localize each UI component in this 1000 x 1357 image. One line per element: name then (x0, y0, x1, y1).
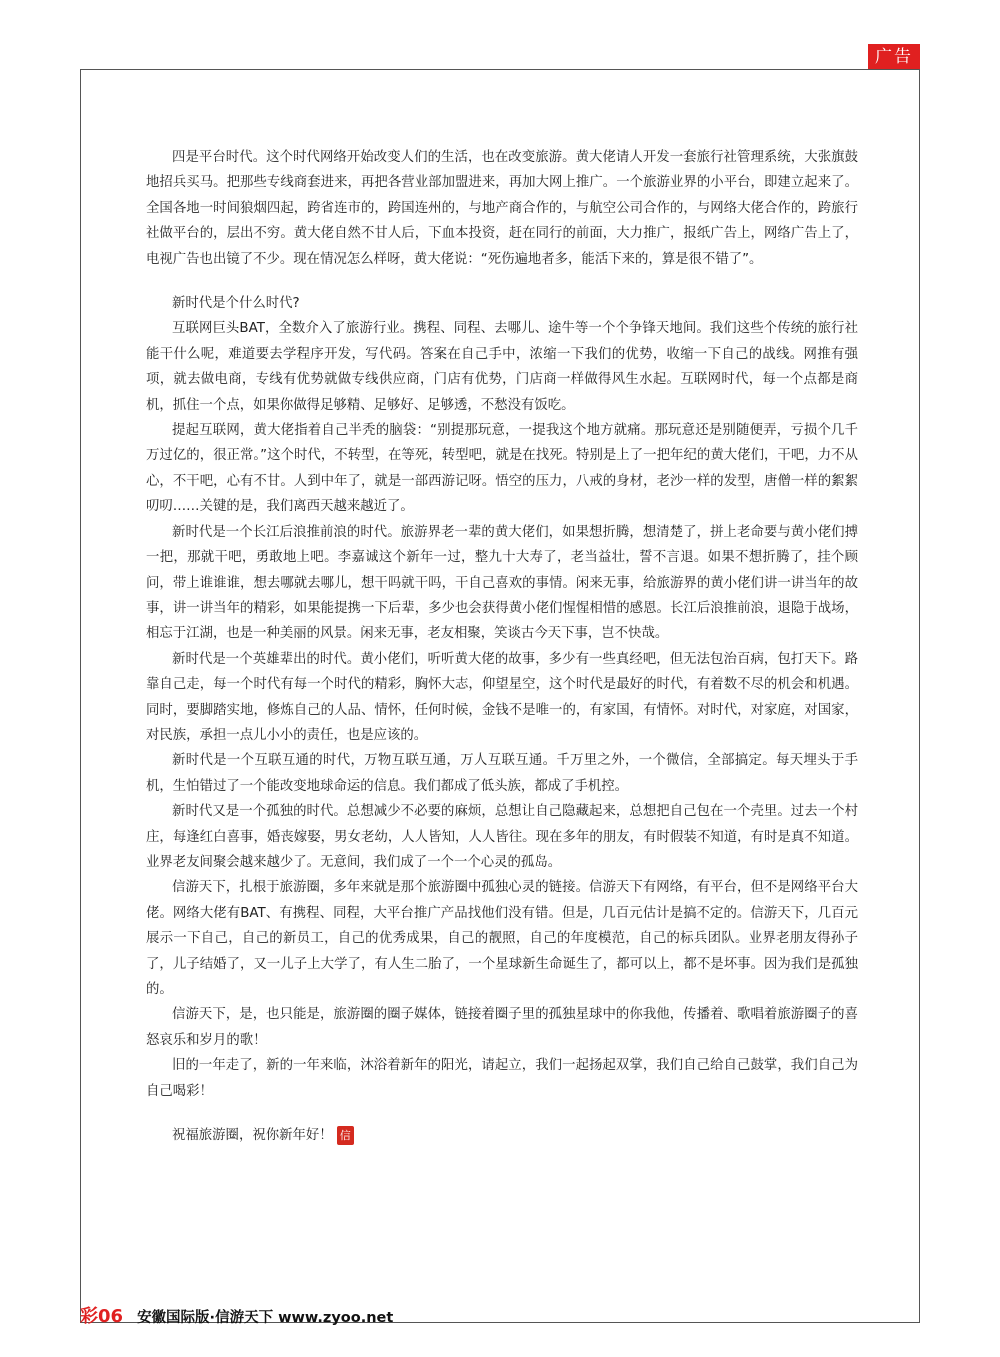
ad-label: 广告 (868, 44, 920, 70)
section-heading: 新时代是个什么时代? (172, 296, 300, 312)
publication-info: 安徽国际版·信游天下 www.zyoo.net (137, 1310, 394, 1326)
paragraph: 旧的一年走了，新的一年来临，沐浴着新年的阳光，请起立，我们一起扬起双掌，我们自己给自己鼓掌，我们自己为自己喝彩！ (146, 1058, 858, 1099)
page-footer (80, 1302, 393, 1332)
paragraph: 新时代是一个长江后浪推前浪的时代。旅游界老一辈的黄大佬们，如果想折腾，想清楚了，拼上老命要与黄小佬们搏一把，那就干吧，勇敢地上吧。李嘉诚这个新年一过，整九十大寿了，老当益壮，誓不言退。如果不想折腾了，挂个顾问，带上谁谁谁，想去哪就去哪儿，想干吗就干吗，干自己喜欢的事情。闲来无事，给旅游界的黄小佬们讲一讲当年的故事，讲一讲当年的精彩，如果能提携一下后辈，多少也会获得黄小佬们惺惺相惜的感恩。长江后浪推前浪，退隐于战场，相忘于江湖，也是一种美丽的风景。闲来无事，老友相聚，笑谈古今天下事，岂不快哉。 (146, 524, 858, 642)
paragraph: 信游天下，扎根于旅游圈，多年来就是那个旅游圈中孤独心灵的链接。信游天下有网络，有平台，但不是网络平台大佬。网络大佬有BAT、有携程、同程，大平台推广产品找他们没有错。但是，几百元估计是搞不定的。信游天下，几百元展示一下自己，自己的新员工，自己的优秀成果，自己的靓照，自己的年度模范，自己的标兵团队。业界老朋友得孙子了，儿子结婚了，又一儿子上大学了，有人生二胎了，一个星球新生命诞生了，都可以上，都不是坏事。因为我们是孤独的。 (146, 880, 858, 997)
paragraph: 互联网巨头BAT，全数介入了旅游行业。携程、同程、去哪儿、途牛等一个个争锋天地间。我们这些个传统的旅行社能干什么呢，难道要去学程序开发，写代码。答案在自己手中，浓缩一下我们的优势，收缩一下自己的战线。网推有强项，就去做电商，专线有优势就做专线供应商，门店有优势，门店商一样做得风生水起。互联网时代，每一个点都是商机，抓住一个点，如果你做得足够精、足够好、足够透，不愁没有饭吃。 (146, 321, 858, 413)
paragraph: 四是平台时代。这个时代网络开始改变人们的生活，也在改变旅游。黄大佬请人开发一套旅行社管理系统，大张旗鼓地招兵买马。把那些专线商套进来，再把各营业部加盟进来，再加大网上推广。一个旅游业界的小平台，即建立起来了。全国各地一时间狼烟四起，跨省连市的，跨国连州的，与地产商合作的，与航空公司合作的，与网络大佬合作的，跨旅行社做平台的，层出不穷。黄大佬自然不甘人后，下血本投资，赶在同行的前面，大力推广，报纸广告上，网络广告上了，电视广告也出镜了不少。现在情况怎么样呀，黄大佬说：“死伤遍地者多，能活下来的，算是很不错了”。 (146, 150, 858, 267)
article-body (146, 145, 858, 1148)
blessing-text: 祝福旅游圈，祝你新年好！ (172, 1128, 333, 1144)
seal-stamp-icon: 信 (337, 1126, 354, 1145)
page-number: 彩06 (80, 1306, 124, 1327)
paragraph: 新时代又是一个孤独的时代。总想减少不必要的麻烦，总想让自己隐藏起来，总想把自己包在一个壳里。过去一个村庄，每逢红白喜事，婚丧嫁娶，男女老幼，人人皆知，人人皆往。现在多年的朋友，有时假装不知道，有时是真不知道。业界老友间聚会越来越少了。无意间，我们成了一个一个心灵的孤岛。 (146, 804, 858, 870)
paragraph: 新时代是一个英雄辈出的时代。黄小佬们，听听黄大佬的故事，多少有一些真经吧，但无法包治百病，包打天下。路靠自己走，每一个时代有每一个时代的精彩，胸怀大志，仰望星空，这个时代是最好的时代，有着数不尽的机会和机遇。同时，要脚踏实地，修炼自己的人品、情怀，任何时候，金钱不是唯一的，有家国，有情怀。对时代，对家庭，对国家，对民族，承担一点儿小小的责任，也是应该的。 (146, 651, 858, 743)
paragraph: 新时代是一个互联互通的时代，万物互联互通，万人互联互通。千万里之外，一个微信，全部搞定。每天埋头于手机，生怕错过了一个能改变地球命运的信息。我们都成了低头族，都成了手机控。 (146, 753, 858, 794)
blessing-line (146, 1123, 858, 1148)
paragraph: 信游天下，是，也只能是，旅游圈的圈子媒体，链接着圈子里的孤独星球中的你我他，传播着、歌唱着旅游圈子的喜怒哀乐和岁月的歌！ (146, 1007, 858, 1048)
paragraph: 提起互联网，黄大佬指着自己半秃的脑袋：“别提那玩意，一提我这个地方就痛。那玩意还是别随便弄，亏损个几千万过亿的，很正常。”这个时代，不转型，在等死，转型吧，就是在找死。特别是上了一把年纪的黄大佬们，干吧，力不从心，不干吧，心有不甘。人到中年了，就是一部西游记呀。悟空的压力，八戒的身材，老沙一样的发型，唐僧一样的絮絮叨叨……关键的是，我们离西天越来越近了。 (146, 423, 858, 515)
